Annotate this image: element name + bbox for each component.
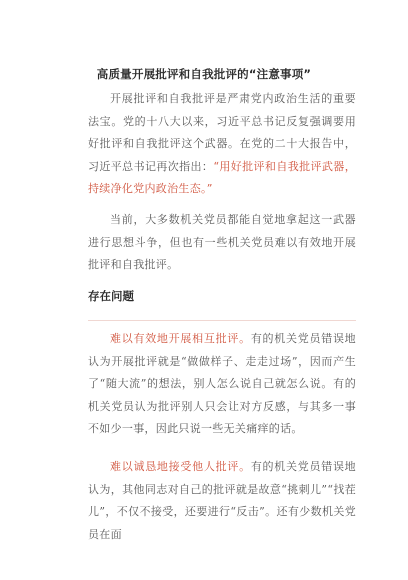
section-heading: 存在问题 xyxy=(88,289,134,303)
issue-paragraph-1 xyxy=(88,328,356,441)
issue-2-text: 有的机关党员错误地认为，其他同志对自己的批评就是故意“挑刺儿”“找茬儿”，不仅不接受，还要进行“反击”。还有少数机关党员在面 xyxy=(88,460,356,541)
issue-2-lead: 难以诚恳地接受他人批评。 xyxy=(110,460,251,473)
intro-paragraph xyxy=(88,88,356,201)
section-divider xyxy=(88,320,356,321)
article-title: 高质量开展批评和自我批评的“注意事项” xyxy=(96,67,312,81)
intro-quote: “用好批评和自我批评武器，持续净化党内政治生态。” xyxy=(88,159,356,195)
current-situation-paragraph: 当前，大多数机关党员都能自觉地拿起这一武器进行思想斗争，但也有一些机关党员难以有效地开展批评和自我批评。 xyxy=(88,213,356,271)
issue-paragraph-2 xyxy=(88,456,356,546)
issue-1-text: 有的机关党员错误地认为开展批评就是“做做样子、走走过场”，因而产生了“随大流”的想法，别人怎么说自己就怎么说。有的机关党员认为批评别人只会让对方反感，与其多一事不如少一事，因此只说一些无关痛痒的话。 xyxy=(88,332,356,435)
intro-text: 开展批评和自我批评是严肃党内政治生活的重要法宝。党的十八大以来，习近平总书记反复强调要用好批评和自我批评这个武器。在党的二十大报告中，习近平总书记再次指出： xyxy=(88,92,356,173)
issue-1-lead: 难以有效地开展相互批评。 xyxy=(110,332,251,345)
